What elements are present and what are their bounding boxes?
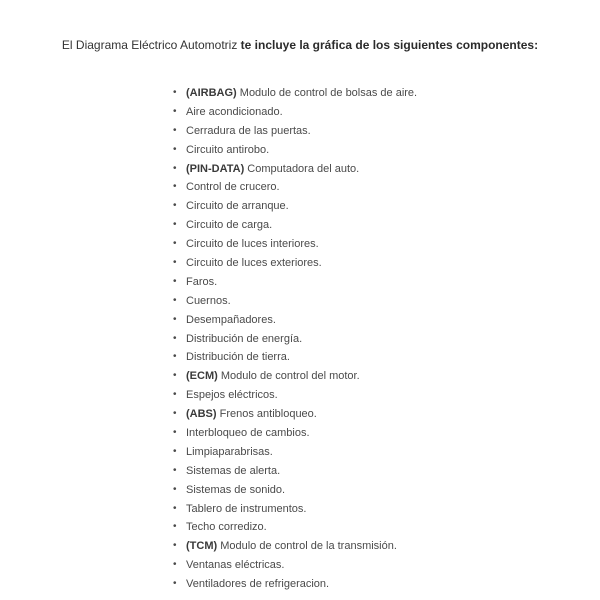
component-description: Cuernos. — [186, 294, 231, 307]
component-code: (TCM) — [186, 540, 218, 553]
list-item — [171, 367, 417, 386]
component-list — [171, 84, 417, 594]
list-item — [171, 254, 417, 273]
list-item — [171, 178, 417, 197]
component-description: Sistemas de sonido. — [186, 483, 286, 496]
intro-heading — [0, 36, 600, 54]
bullet-icon: • — [173, 578, 177, 590]
component-description: Modulo de control del motor. — [217, 370, 360, 383]
component-description: Faros. — [186, 275, 218, 288]
bullet-icon: • — [173, 105, 177, 117]
bullet-icon: • — [173, 464, 177, 476]
component-description: Tablero de instrumentos. — [186, 502, 307, 515]
list-item — [171, 518, 417, 537]
list-item — [171, 84, 417, 103]
bullet-icon: • — [173, 257, 177, 269]
intro-plain-text: El Diagrama Eléctrico Automotriz — [61, 38, 241, 52]
bullet-icon: • — [173, 351, 177, 363]
list-item — [171, 556, 417, 575]
bullet-icon: • — [173, 332, 177, 344]
list-item — [171, 141, 417, 160]
list-item — [171, 386, 417, 405]
list-item — [171, 443, 417, 462]
list-item — [171, 273, 417, 292]
bullet-icon: • — [173, 294, 177, 306]
component-description: Control de crucero. — [186, 181, 280, 194]
component-description: Sistemas de alerta. — [186, 464, 281, 477]
list-item — [171, 311, 417, 330]
component-description: Modulo de control de bolsas de aire. — [236, 87, 418, 99]
bullet-icon: • — [173, 408, 177, 420]
list-item — [171, 216, 417, 235]
bullet-icon: • — [173, 483, 177, 495]
component-description: Ventanas eléctricas. — [186, 559, 285, 572]
component-description: Modulo de control de la transmisión. — [217, 540, 397, 553]
bullet-icon: • — [173, 540, 177, 552]
list-item — [171, 481, 417, 500]
component-description: Limpiaparabrisas. — [186, 445, 273, 458]
list-item — [171, 348, 417, 367]
component-description: Circuito de carga. — [186, 219, 273, 232]
intro-bold-text: te incluye la gráfica de los siguientes componentes: — [240, 38, 539, 52]
list-item — [171, 160, 417, 179]
list-item — [171, 424, 417, 443]
component-description: Cerradura de las puertas. — [186, 124, 311, 137]
list-item — [171, 197, 417, 216]
component-description: Circuito de luces interiores. — [186, 238, 319, 251]
component-code: (PIN-DATA) — [186, 162, 245, 175]
bullet-icon: • — [173, 275, 177, 287]
list-item — [171, 122, 417, 141]
list-item — [171, 292, 417, 311]
component-description: Interbloqueo de cambios. — [186, 427, 310, 440]
list-item — [171, 103, 417, 122]
component-description: Ventiladores de refrigeracion. — [186, 578, 330, 591]
list-item — [171, 500, 417, 519]
component-description: Distribución de energía. — [186, 332, 303, 345]
bullet-icon: • — [173, 389, 177, 401]
list-item — [171, 575, 417, 594]
bullet-icon: • — [173, 124, 177, 136]
component-code: (AIRBAG) — [186, 87, 237, 99]
component-description: Frenos antibloqueo. — [216, 408, 317, 421]
component-description: Circuito de luces exteriores. — [186, 257, 322, 270]
component-description: Aire acondicionado. — [186, 105, 283, 118]
list-item — [171, 405, 417, 424]
bullet-icon: • — [173, 313, 177, 325]
list-item — [171, 462, 417, 481]
component-description: Espejos eléctricos. — [186, 389, 278, 402]
component-description: Techo corredizo. — [186, 521, 267, 534]
component-code: (ABS) — [186, 408, 217, 421]
bullet-icon: • — [173, 200, 177, 212]
component-description: Distribución de tierra. — [186, 351, 290, 364]
component-code: (ECM) — [186, 370, 218, 383]
bullet-icon: • — [173, 219, 177, 231]
bullet-icon: • — [173, 87, 177, 98]
list-item — [171, 235, 417, 254]
bullet-icon: • — [173, 162, 177, 174]
bullet-icon: • — [173, 502, 177, 514]
bullet-icon: • — [173, 370, 177, 382]
component-description: Computadora del auto. — [244, 162, 360, 175]
bullet-icon: • — [173, 181, 177, 193]
bullet-icon: • — [173, 427, 177, 439]
bullet-icon: • — [173, 445, 177, 457]
bullet-icon: • — [173, 143, 177, 155]
list-item — [171, 330, 417, 349]
component-description: Circuito de arranque. — [186, 200, 289, 213]
bullet-icon: • — [173, 559, 177, 571]
bullet-icon: • — [173, 521, 177, 533]
component-description: Circuito antirobo. — [186, 143, 270, 156]
list-item — [171, 537, 417, 556]
component-description: Desempañadores. — [186, 313, 276, 326]
bullet-icon: • — [173, 238, 177, 250]
